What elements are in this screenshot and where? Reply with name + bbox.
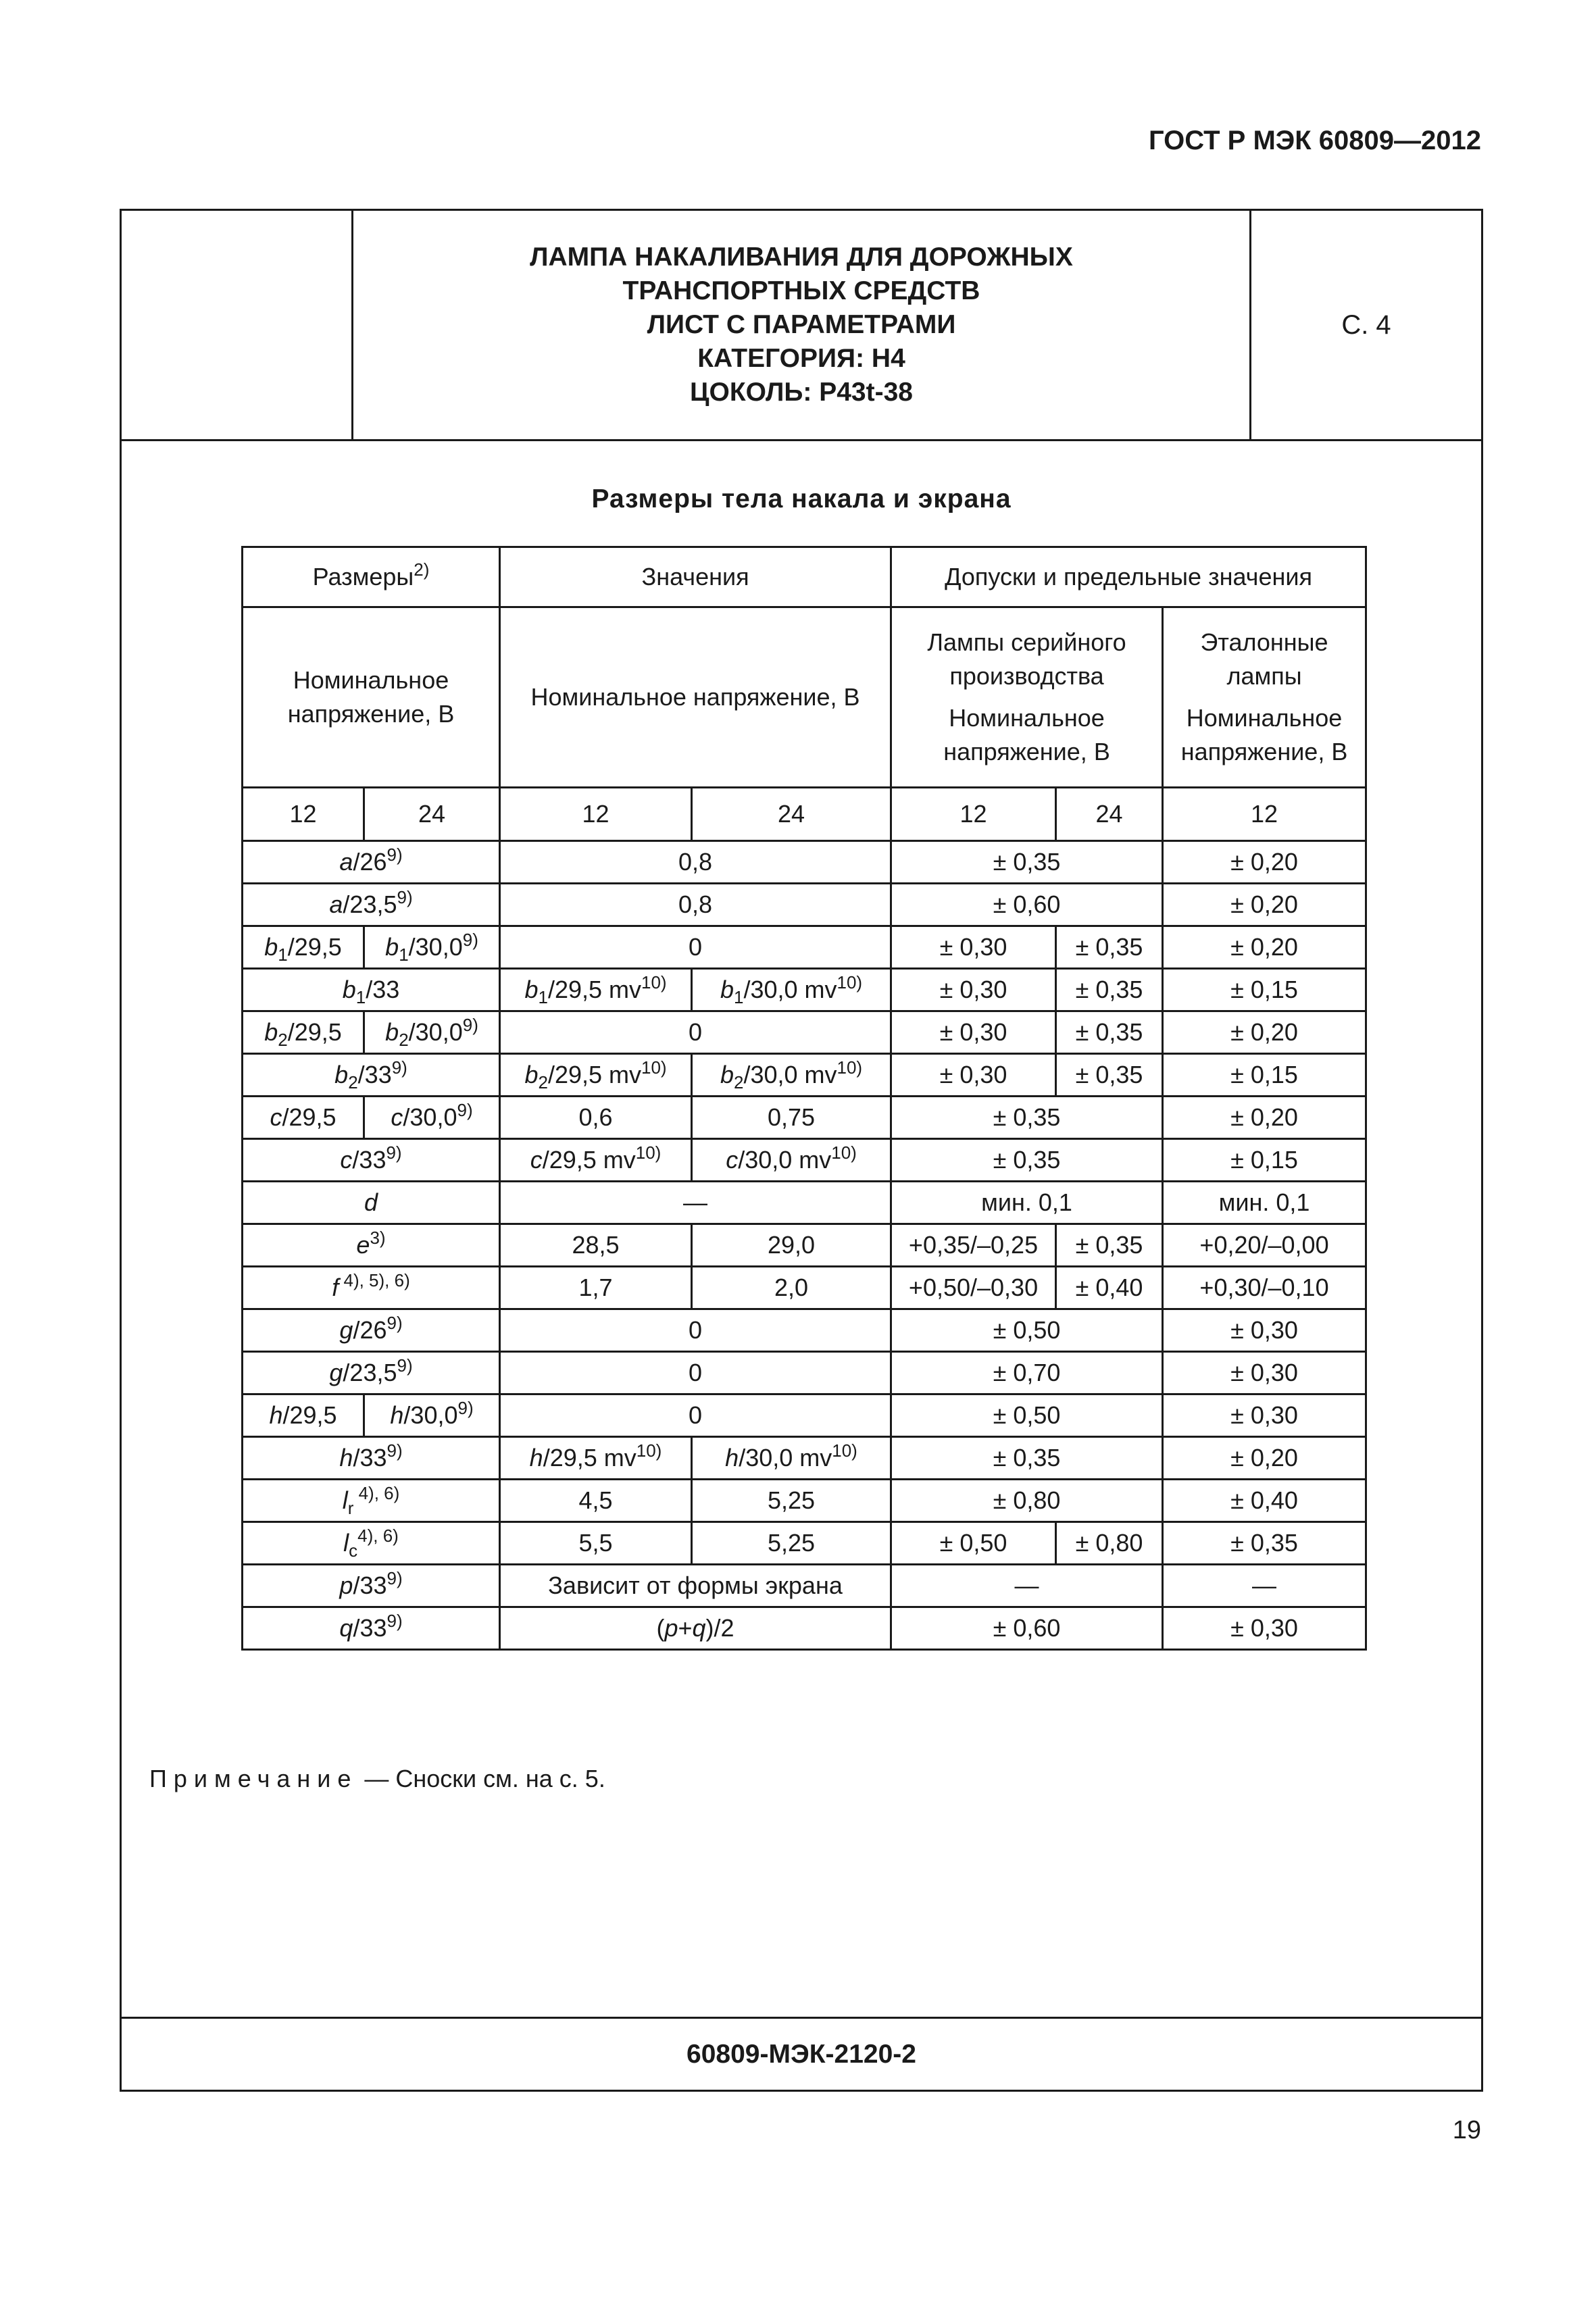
tolerance-cell: мин. 0,1 [891, 1182, 1163, 1224]
dimension-cell: d [243, 1182, 500, 1224]
tolerance-cell: ± 0,60 [891, 1607, 1163, 1650]
reference-tolerance-cell: — [1163, 1565, 1366, 1607]
dimension-cell: $b_1/33$ [243, 969, 500, 1011]
dimension-cell: p/33$^{9)}$ [243, 1565, 500, 1607]
value-cell: 0 [500, 1352, 891, 1394]
value-cell: $b_2/29,5$ $mv^{10)}$ [500, 1054, 692, 1097]
dimension-cell: $b_2/30,0^{9)}$ [364, 1011, 500, 1054]
reference-tolerance-cell: ± 0,20 [1163, 841, 1366, 884]
tolerance-cell: ± 0,80 [891, 1480, 1163, 1522]
tolerance-cell: ± 0,40 [1056, 1267, 1163, 1309]
table-row [243, 1607, 1366, 1650]
reference-tolerance-cell: ± 0,20 [1163, 1437, 1366, 1480]
reference-tolerance-cell: ± 0,20 [1163, 926, 1366, 969]
table-row [243, 1182, 1366, 1224]
dimension-cell: h/29,5 [243, 1394, 364, 1437]
reference-tolerance-cell: ± 0,40 [1163, 1480, 1366, 1522]
table-row [243, 1139, 1366, 1182]
value-cell: 0 [500, 1309, 891, 1352]
tolerance-cell: ± 0,80 [1056, 1522, 1163, 1565]
table-row [243, 926, 1366, 969]
table-row [243, 1522, 1366, 1565]
table-row [243, 1352, 1366, 1394]
sheet-footer-code: 60809-МЭК-2120-2 [122, 2017, 1481, 2090]
dimension-cell: a/26$^{9)}$ [243, 841, 500, 884]
table-row [243, 841, 1366, 884]
tolerance-cell: ± 0,50 [891, 1394, 1163, 1437]
table-row [243, 1437, 1366, 1480]
page-number: 19 [1452, 2116, 1481, 2144]
dimension-cell: c/33$^{9)}$ [243, 1139, 500, 1182]
value-cell: 0,75 [692, 1097, 891, 1139]
value-cell: h/30,0 $mv^{10)}$ [692, 1437, 891, 1480]
table-row [243, 1565, 1366, 1607]
value-cell: 0,8 [500, 841, 891, 884]
voltage-cell: 12 [1163, 788, 1366, 841]
dimension-cell: q/33$^{9)}$ [243, 1607, 500, 1650]
reference-tolerance-cell: ± 0,20 [1163, 1097, 1366, 1139]
table-row [243, 1267, 1366, 1309]
tolerance-cell: ± 0,70 [891, 1352, 1163, 1394]
dimension-cell: g/23,5$^{9)}$ [243, 1352, 500, 1394]
sheet-header [122, 211, 1481, 441]
tolerance-cell: ± 0,50 [891, 1309, 1163, 1352]
header-row-2 [243, 607, 1366, 788]
table-row [243, 1097, 1366, 1139]
dimension-cell: $b_2/33^{9)}$ [243, 1054, 500, 1097]
value-cell: 0 [500, 926, 891, 969]
table-row [243, 1054, 1366, 1097]
value-cell: 0,8 [500, 884, 891, 926]
reference-tolerance-cell: ± 0,30 [1163, 1394, 1366, 1437]
tolerance-cell: — [891, 1565, 1163, 1607]
dimension-cell: $b_1/30,0^{9)}$ [364, 926, 500, 969]
tolerance-cell: +0,35/–0,25 [891, 1224, 1056, 1267]
tolerance-cell: ± 0,35 [1056, 1011, 1163, 1054]
voltage-cell: 24 [692, 788, 891, 841]
voltage-cell: 12 [243, 788, 364, 841]
dimension-cell: $b_2/29,5$ [243, 1011, 364, 1054]
serial-lamps-header: Лампы серийного производства Номинальное напряжение, В [891, 607, 1163, 788]
dimensions-table [241, 546, 1367, 1651]
value-cell: $b_1/29,5$ $mv^{10)}$ [500, 969, 692, 1011]
tolerance-cell: ± 0,30 [891, 926, 1056, 969]
value-cell: 1,7 [500, 1267, 692, 1309]
value-cell: (p+q)/2 [500, 1607, 891, 1650]
dimension-cell: h/30,0$^{9)}$ [364, 1394, 500, 1437]
col-dimensions-header: Размеры$^{2)}$ [243, 547, 500, 607]
title-line-3: ЛИСТ С ПАРАМЕТРАМИ [647, 310, 956, 339]
dimension-cell: c/30,0$^{9)}$ [364, 1097, 500, 1139]
dimension-cell: g/26$^{9)}$ [243, 1309, 500, 1352]
reference-tolerance-cell: ± 0,15 [1163, 1139, 1366, 1182]
table-row [243, 1309, 1366, 1352]
dims-nominal-voltage: Номинальное напряжение, В [243, 607, 500, 788]
dimension-cell: $b_1/29,5$ [243, 926, 364, 969]
table-title: Размеры тела накала и экрана [591, 484, 1012, 513]
dimension-cell: c/29,5 [243, 1097, 364, 1139]
value-cell: c/30,0 $mv^{10)}$ [692, 1139, 891, 1182]
value-cell: 5,25 [692, 1522, 891, 1565]
reference-lamps-header: Эталонные лампы Номинальное напряжение, В [1163, 607, 1366, 788]
tolerance-cell: ± 0,35 [1056, 926, 1163, 969]
header-row-1 [243, 547, 1366, 607]
sheet-number: С. 4 [1249, 211, 1481, 439]
reference-tolerance-cell: ± 0,20 [1163, 1011, 1366, 1054]
value-cell: 5,5 [500, 1522, 692, 1565]
reference-tolerance-cell: ± 0,15 [1163, 1054, 1366, 1097]
voltage-cell: 12 [500, 788, 692, 841]
value-cell: $b_2/30,0$ $mv^{10)}$ [692, 1054, 891, 1097]
standard-code: ГОСТ Р МЭК 60809—2012 [1148, 126, 1481, 155]
header-left-cell [122, 211, 353, 439]
table-row [243, 1011, 1366, 1054]
table-row [243, 969, 1366, 1011]
table-row [243, 884, 1366, 926]
value-cell: 0 [500, 1011, 891, 1054]
value-cell: Зависит от формы экрана [500, 1565, 891, 1607]
value-cell: 28,5 [500, 1224, 692, 1267]
dimension-cell: $l_c^{4), 6)}$ [243, 1522, 500, 1565]
reference-tolerance-cell: +0,30/–0,10 [1163, 1267, 1366, 1309]
tolerance-cell: ± 0,35 [891, 841, 1163, 884]
dimension-cell: $l_r$ $^{4), 6)}$ [243, 1480, 500, 1522]
tolerance-cell: ± 0,30 [891, 969, 1056, 1011]
voltage-row [243, 788, 1366, 841]
tolerance-cell: ± 0,60 [891, 884, 1163, 926]
value-cell: h/29,5 $mv^{10)}$ [500, 1437, 692, 1480]
table-row [243, 1480, 1366, 1522]
tolerance-cell: +0,50/–0,30 [891, 1267, 1056, 1309]
reference-tolerance-cell: ± 0,15 [1163, 969, 1366, 1011]
tolerance-cell: ± 0,35 [1056, 969, 1163, 1011]
reference-tolerance-cell: ± 0,30 [1163, 1352, 1366, 1394]
value-cell: $b_1/30,0$ $mv^{10)}$ [692, 969, 891, 1011]
tolerance-cell: ± 0,35 [1056, 1224, 1163, 1267]
sheet-title [353, 211, 1249, 439]
title-line-2: ТРАНСПОРТНЫХ СРЕДСТВ [622, 276, 980, 305]
sheet-frame [120, 209, 1483, 2092]
dimension-cell: h/33$^{9)}$ [243, 1437, 500, 1480]
table-row [243, 1224, 1366, 1267]
note: Примечание — Сноски см. на с. 5. [149, 1765, 605, 1792]
values-nominal-voltage: Номинальное напряжение, В [500, 607, 891, 788]
reference-tolerance-cell: ± 0,20 [1163, 884, 1366, 926]
tolerance-cell: ± 0,30 [891, 1011, 1056, 1054]
voltage-cell: 24 [1056, 788, 1163, 841]
reference-tolerance-cell: мин. 0,1 [1163, 1182, 1366, 1224]
tolerance-cell: ± 0,30 [891, 1054, 1056, 1097]
dimension-cell: $e^{3)}$ [243, 1224, 500, 1267]
title-line-1: ЛАМПА НАКАЛИВАНИЯ ДЛЯ ДОРОЖНЫХ [530, 243, 1073, 272]
reference-tolerance-cell: ± 0,30 [1163, 1607, 1366, 1650]
tolerance-cell: ± 0,35 [891, 1139, 1163, 1182]
title-line-5: ЦОКОЛЬ: P43t-38 [690, 378, 913, 407]
col-values-header: Значения [500, 547, 891, 607]
value-cell: — [500, 1182, 891, 1224]
dimension-cell: f $^{4), 5), 6)}$ [243, 1267, 500, 1309]
value-cell: 2,0 [692, 1267, 891, 1309]
voltage-cell: 12 [891, 788, 1056, 841]
reference-tolerance-cell: ± 0,30 [1163, 1309, 1366, 1352]
tolerance-cell: ± 0,50 [891, 1522, 1056, 1565]
value-cell: 5,25 [692, 1480, 891, 1522]
voltage-cell: 24 [364, 788, 500, 841]
tolerance-cell: ± 0,35 [891, 1097, 1163, 1139]
tolerance-cell: ± 0,35 [891, 1437, 1163, 1480]
value-cell: 4,5 [500, 1480, 692, 1522]
tolerance-cell: ± 0,35 [1056, 1054, 1163, 1097]
table-row [243, 1394, 1366, 1437]
value-cell: c/29,5 $mv^{10)}$ [500, 1139, 692, 1182]
dimension-cell: a/23,5$^{9)}$ [243, 884, 500, 926]
reference-tolerance-cell: ± 0,35 [1163, 1522, 1366, 1565]
value-cell: 29,0 [692, 1224, 891, 1267]
col-tolerances-header: Допуски и предельные значения [891, 547, 1366, 607]
reference-tolerance-cell: +0,20/–0,00 [1163, 1224, 1366, 1267]
value-cell: 0,6 [500, 1097, 692, 1139]
value-cell: 0 [500, 1394, 891, 1437]
title-line-4: КАТЕГОРИЯ: Н4 [697, 344, 905, 373]
